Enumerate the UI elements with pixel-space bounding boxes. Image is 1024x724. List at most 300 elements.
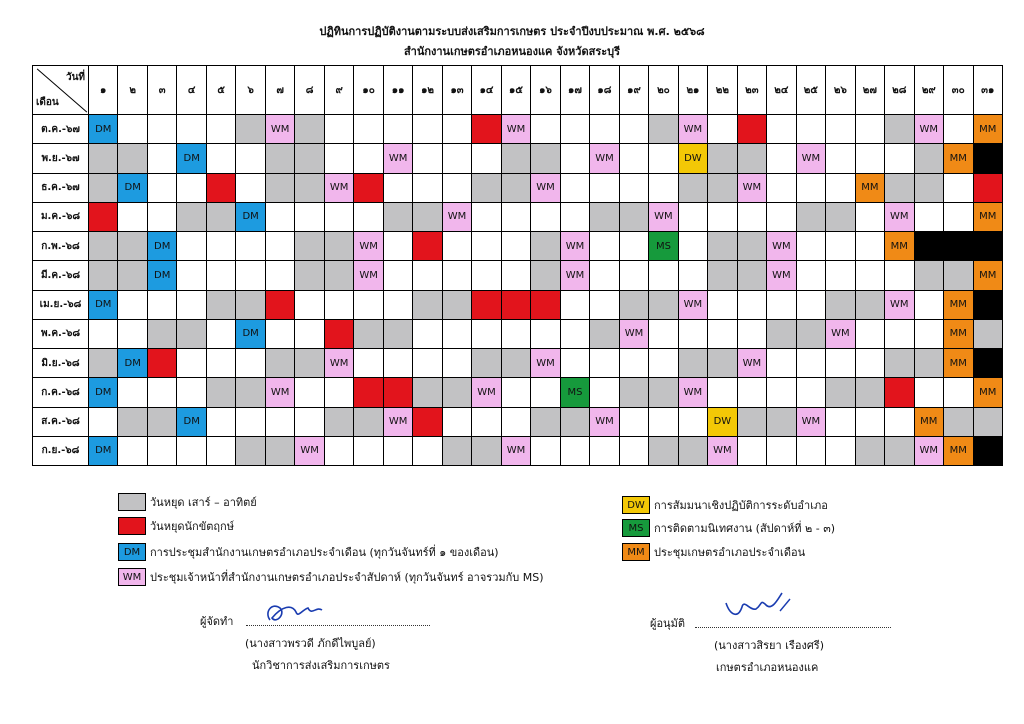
calendar-cell [620,144,649,173]
calendar-cell [443,232,472,261]
calendar-cell [679,232,708,261]
day-header: ๒ [118,66,147,115]
calendar-cell [531,115,560,144]
calendar-cell [767,408,796,437]
calendar-cell: WM [915,437,944,466]
calendar-cell: WM [502,437,531,466]
calendar-cell [944,232,973,261]
calendar-cell [148,174,177,203]
calendar-cell [974,349,1003,378]
calendar-cell [738,408,767,437]
calendar-cell [590,203,619,232]
dm-swatch: DM [118,543,146,561]
calendar-cell: WM [797,144,826,173]
calendar-cell [767,174,796,203]
calendar-cell [708,174,737,203]
calendar-cell [856,144,885,173]
calendar-cell [443,291,472,320]
calendar-cell [354,203,383,232]
day-header: ๑๐ [354,66,383,115]
calendar-cell [856,261,885,290]
month-label: ต.ค.-๖๗ [33,115,89,144]
calendar-cell [472,320,501,349]
day-header: ๘ [295,66,324,115]
calendar-cell [177,232,206,261]
calendar-cell: DM [89,115,118,144]
calendar-cell [443,261,472,290]
calendar-cell: WM [708,437,737,466]
calendar-cell [590,349,619,378]
calendar-cell [325,232,354,261]
calendar-cell [89,203,118,232]
calendar-cell [944,408,973,437]
calendar-cell [295,144,324,173]
day-header: ๗ [266,66,295,115]
calendar-cell [590,437,619,466]
calendar-cell [148,378,177,407]
calendar-cell [649,349,678,378]
calendar-cell [826,115,855,144]
calendar-cell [826,203,855,232]
calendar-cell [590,378,619,407]
mm-swatch: MM [622,543,650,561]
legend-dw [622,496,828,514]
calendar-cell: WM [384,408,413,437]
calendar-cell [295,378,324,407]
calendar-cell: DM [148,261,177,290]
calendar-cell [797,349,826,378]
calendar-cell [266,203,295,232]
day-header: ๑๕ [502,66,531,115]
calendar-cell [89,408,118,437]
calendar-cell [708,232,737,261]
calendar-cell [207,174,236,203]
calendar-cell [856,320,885,349]
calendar-cell [413,320,442,349]
calendar-cell [295,408,324,437]
wm-swatch: WM [118,568,146,586]
legend-dm [118,543,499,561]
legend-special-holiday-text: วันหยุดนักขัตฤกษ์ [150,520,234,533]
calendar-cell [620,174,649,203]
calendar-cell [649,115,678,144]
calendar-cell [266,437,295,466]
calendar-cell [325,203,354,232]
calendar-cell [236,261,265,290]
calendar-cell [354,408,383,437]
month-label: พ.ค.-๖๘ [33,320,89,349]
day-header: ๒๒ [708,66,737,115]
calendar-cell: DW [679,144,708,173]
calendar-cell [649,261,678,290]
calendar-cell [443,320,472,349]
calendar-cell [708,115,737,144]
calendar-cell: WM [354,232,383,261]
calendar-cell [118,320,147,349]
calendar-cell [177,349,206,378]
calendar-cell: WM [679,115,708,144]
prepared-signature-icon [262,598,332,632]
calendar-cell [354,291,383,320]
calendar-cell [177,115,206,144]
calendar-cell [649,408,678,437]
day-header: ๒๓ [738,66,767,115]
calendar-cell: MM [944,144,973,173]
calendar-cell [266,291,295,320]
calendar-cell [384,174,413,203]
calendar-cell [531,232,560,261]
calendar-cell [207,261,236,290]
calendar-cell [826,291,855,320]
calendar-cell [679,408,708,437]
calendar-cell: DM [177,408,206,437]
calendar-cell [915,232,944,261]
calendar-cell [118,203,147,232]
calendar-cell [502,320,531,349]
calendar-cell: MM [944,437,973,466]
calendar-cell [118,232,147,261]
calendar-cell [472,203,501,232]
calendar-cell [384,291,413,320]
calendar-cell: WM [590,408,619,437]
month-label: ก.ย.-๖๘ [33,437,89,466]
calendar-cell [472,144,501,173]
calendar-cell [856,378,885,407]
calendar-cell [295,291,324,320]
calendar-cell [148,115,177,144]
day-header: ๑๑ [384,66,413,115]
calendar-cell [148,291,177,320]
calendar-cell [295,115,324,144]
calendar-cell [856,349,885,378]
calendar-cell [561,291,590,320]
calendar-cell [266,349,295,378]
calendar-cell [236,115,265,144]
day-header: ๒๔ [767,66,796,115]
calendar-cell [620,291,649,320]
day-header: ๒๖ [826,66,855,115]
corner-header [33,66,89,115]
calendar-cell [561,115,590,144]
calendar-cell: WM [472,378,501,407]
calendar-cell [472,291,501,320]
approved-signature-line [695,627,891,628]
calendar-cell [472,437,501,466]
calendar-cell: MM [915,408,944,437]
calendar-cell [472,115,501,144]
ms-swatch: MS [622,519,650,537]
legend-holiday-text: วันหยุด เสาร์ – อาทิตย์ [150,496,257,509]
calendar-cell [354,144,383,173]
legend-wm [118,568,544,586]
calendar-cell [738,437,767,466]
calendar-cell [856,291,885,320]
day-header: ๓๑ [974,66,1003,115]
calendar-cell: DM [236,320,265,349]
day-header: ๒๐ [649,66,678,115]
calendar-cell [325,437,354,466]
calendar-cell [885,437,914,466]
legend-ms-text: การติดตามนิเทศงาน (สัปดาห์ที่ ๒ - ๓) [654,522,836,535]
calendar-cell [679,320,708,349]
calendar-cell [236,378,265,407]
calendar-cell [915,291,944,320]
legend-wm-text: ประชุมเจ้าหน้าที่สำนักงานเกษตรอำเภอประจำสัปดาห์ (ทุกวันจันทร์ อาจรวมกับ MS) [150,571,544,584]
day-header-label: วันที่ [65,72,85,83]
calendar-cell [384,203,413,232]
calendar-cell [443,144,472,173]
calendar-cell [384,378,413,407]
calendar-cell [561,437,590,466]
calendar-cell [620,261,649,290]
calendar-cell [89,349,118,378]
calendar-cell [207,115,236,144]
calendar-cell [236,174,265,203]
calendar-cell [148,320,177,349]
calendar-cell [266,174,295,203]
calendar-cell: WM [679,378,708,407]
calendar-cell [620,349,649,378]
calendar-cell [944,203,973,232]
calendar-cell [207,203,236,232]
calendar-cell [443,349,472,378]
calendar-cell: WM [797,408,826,437]
calendar-cell [620,232,649,261]
calendar-cell [915,378,944,407]
calendar-cell: MM [974,378,1003,407]
prepared-position: นักวิชาการส่งเสริมการเกษตร [252,659,390,672]
calendar-cell [148,408,177,437]
calendar-cell: WM [649,203,678,232]
calendar-cell [266,320,295,349]
calendar-cell [413,261,442,290]
calendar-cell: WM [295,437,324,466]
calendar-cell [207,232,236,261]
calendar-cell: MM [944,320,973,349]
calendar-cell [531,203,560,232]
day-header: ๑๓ [443,66,472,115]
calendar-cell [885,349,914,378]
calendar-cell: WM [354,261,383,290]
prepared-label: ผู้จัดทำ [200,615,234,628]
calendar-cell: WM [885,291,914,320]
month-label: ม.ค.-๖๘ [33,203,89,232]
calendar-cell [413,291,442,320]
calendar-cell [708,291,737,320]
calendar-cell [738,232,767,261]
calendar-cell: WM [738,349,767,378]
calendar-cell [885,115,914,144]
calendar-cell [767,378,796,407]
calendar-cell [590,174,619,203]
legend-ms [622,519,835,537]
calendar-cell: DM [89,437,118,466]
page-title: ปฏิทินการปฏิบัติงานตามระบบส่งเสริมการเกษตร ประจำปีงบประมาณ พ.ศ. ๒๕๖๘ [319,25,705,38]
calendar-cell: WM [561,232,590,261]
day-header: ๙ [325,66,354,115]
calendar-cell [767,291,796,320]
month-label: ก.พ.-๖๘ [33,232,89,261]
calendar-cell [502,349,531,378]
calendar-cell: WM [531,349,560,378]
calendar-cell [738,144,767,173]
legend-holiday [118,493,257,511]
calendar-cell [413,203,442,232]
calendar-cell [738,320,767,349]
calendar-cell [738,378,767,407]
day-header: ๑๖ [531,66,560,115]
calendar-cell: MM [944,291,973,320]
calendar-cell [325,144,354,173]
day-header: ๑ [89,66,118,115]
calendar-cell [974,232,1003,261]
calendar-cell [325,378,354,407]
calendar-cell [413,232,442,261]
calendar-cell [708,349,737,378]
calendar-cell [531,320,560,349]
calendar-cell [915,349,944,378]
calendar-cell [384,261,413,290]
calendar-cell [89,174,118,203]
calendar-cell [856,115,885,144]
calendar-cell [413,349,442,378]
month-label: ก.ค.-๖๘ [33,378,89,407]
calendar-cell [118,408,147,437]
calendar-cell: WM [561,261,590,290]
day-header: ๒๘ [885,66,914,115]
calendar-cell: WM [826,320,855,349]
calendar-cell [944,378,973,407]
calendar-cell [236,232,265,261]
calendar-cell [236,144,265,173]
calendar-cell [531,144,560,173]
calendar-cell [826,437,855,466]
day-header: ๑๒ [413,66,442,115]
calendar-cell [325,291,354,320]
calendar-cell [856,232,885,261]
legend-mm-text: ประชุมเกษตรอำเภอประจำเดือน [654,546,806,559]
calendar-cell [974,320,1003,349]
calendar-cell [177,174,206,203]
calendar-cell: MS [649,232,678,261]
calendar-cell [797,174,826,203]
day-header: ๓ [148,66,177,115]
calendar-cell [885,261,914,290]
calendar-cell [944,261,973,290]
day-header: ๒๗ [856,66,885,115]
calendar-cell: MM [974,115,1003,144]
calendar-cell [266,232,295,261]
calendar-cell [295,349,324,378]
calendar-cell [708,144,737,173]
calendar-cell [590,261,619,290]
day-header: ๑๔ [472,66,501,115]
calendar-cell [502,291,531,320]
calendar-cell: DM [236,203,265,232]
calendar-cell [826,261,855,290]
calendar-cell [531,437,560,466]
calendar-cell [649,437,678,466]
calendar-cell: MM [974,203,1003,232]
calendar-cell: WM [738,174,767,203]
page-subtitle: สำนักงานเกษตรอำเภอหนองแค จังหวัดสระบุรี [403,45,621,58]
calendar-cell: WM [266,115,295,144]
calendar-cell [295,320,324,349]
calendar-cell [620,437,649,466]
calendar-cell [708,320,737,349]
calendar-cell [443,115,472,144]
calendar-cell [826,408,855,437]
month-label: เม.ย.-๖๘ [33,291,89,320]
calendar-cell [915,174,944,203]
calendar-cell: MM [885,232,914,261]
day-header: ๒๑ [679,66,708,115]
calendar-cell: WM [443,203,472,232]
calendar-cell: WM [384,144,413,173]
calendar-cell [590,291,619,320]
calendar-cell [649,378,678,407]
calendar-cell: DW [708,408,737,437]
day-header: ๑๙ [620,66,649,115]
calendar-cell [974,174,1003,203]
calendar-cell [797,115,826,144]
calendar-cell [413,115,442,144]
calendar-cell: WM [266,378,295,407]
calendar-cell [826,174,855,203]
calendar-cell [118,378,147,407]
calendar-cell: DM [89,291,118,320]
calendar-cell [413,144,442,173]
month-label: มี.ค.-๖๘ [33,261,89,290]
calendar-cell [679,261,708,290]
calendar-cell [826,144,855,173]
calendar-cell [797,291,826,320]
calendar-cell [118,437,147,466]
calendar-cell [649,174,678,203]
day-header: ๖ [236,66,265,115]
calendar-cell [384,349,413,378]
calendar-cell [207,320,236,349]
calendar-cell [89,144,118,173]
calendar-cell [620,408,649,437]
month-label: ธ.ค.-๖๗ [33,174,89,203]
calendar-cell [679,203,708,232]
calendar-cell [354,320,383,349]
calendar-cell: MS [561,378,590,407]
calendar-cell: WM [915,115,944,144]
calendar-cell [679,349,708,378]
calendar-cell [207,408,236,437]
calendar-cell [354,174,383,203]
calendar-cell [354,115,383,144]
calendar-cell [266,261,295,290]
calendar-cell [531,378,560,407]
calendar-cell [767,115,796,144]
calendar-cell [148,144,177,173]
calendar-cell: WM [767,232,796,261]
calendar-cell [885,378,914,407]
calendar-cell [797,232,826,261]
special-holiday-swatch [118,517,146,535]
calendar-cell [177,203,206,232]
calendar-cell [89,232,118,261]
calendar-cell [531,261,560,290]
day-header: ๔ [177,66,206,115]
calendar-cell [856,437,885,466]
calendar-cell [502,174,531,203]
calendar-cell [177,291,206,320]
day-header: ๒๕ [797,66,826,115]
